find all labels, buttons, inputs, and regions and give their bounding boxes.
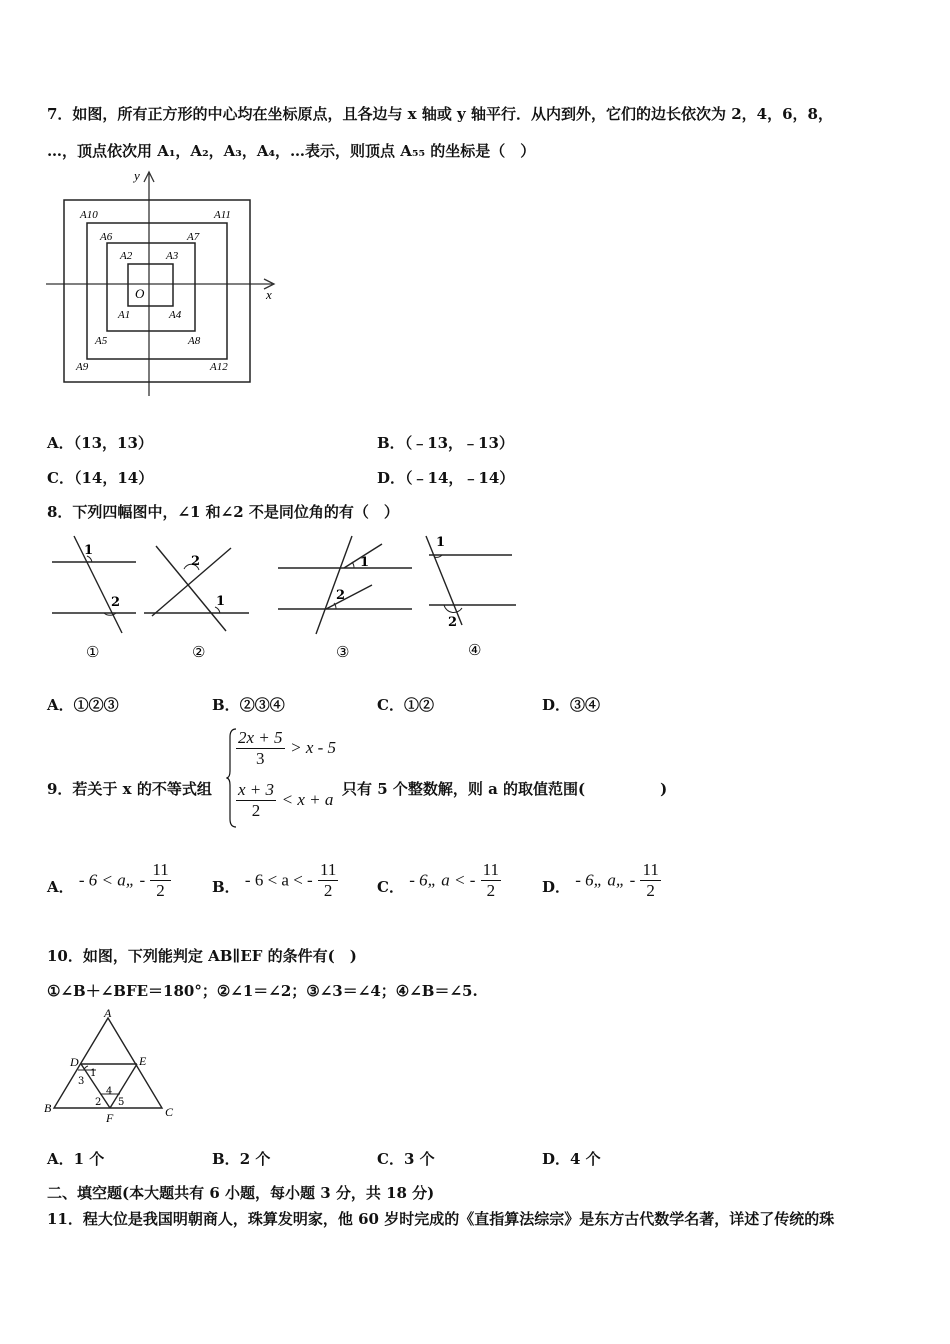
q8-fig4-angle1: 1 [436,535,446,550]
q9-option-a[interactable]: A． - 6 < a„ - $\frac{11}{2}$ [47,860,169,900]
q8-fig3-angle2: 2 [336,588,346,603]
q7-label-a3: A3 [166,250,179,262]
q10-angle-3: 3 [78,1076,85,1087]
q8-fig4-angle2: 2 [448,615,458,630]
q7-x-axis-label: x [266,287,272,302]
q10-option-b[interactable]: B．2 个 [212,1150,271,1168]
q7-option-d[interactable]: D．（﹣14，﹣14） [377,469,515,487]
q8-fig4-label: ④ [468,641,482,659]
q8-fig2-angle2: 2 [191,554,201,569]
q7-origin-label: O [135,286,145,301]
q10-option-d[interactable]: D．4 个 [542,1150,601,1168]
q11-stem: 11．程大位是我国明朝商人，珠算发明家，他 60 岁时完成的《直指算法综宗》是东方古代数学名著，详述了传统的珠 [47,1210,835,1228]
q7-label-a11: A11 [214,209,231,221]
q8-fig1-angle1: 1 [84,543,94,558]
q9-inequality-2: $\frac{x + 3}{2}$ < x + a [238,780,334,820]
q7-label-a10: A10 [80,209,98,221]
q10-label-b: B [44,1101,52,1115]
q8-fig3-angle1: 1 [360,555,370,570]
q8-fig3-label: ③ [336,643,350,661]
q7-option-a[interactable]: A．（13，13） [47,434,153,452]
q7-label-a12: A12 [210,361,228,373]
q7-stem-line1: 7．如图，所有正方形的中心均在坐标原点，且各边与 x 轴或 y 轴平行．从内到外，它们的边长依次为 2，4，6，8， [47,105,833,123]
q10-angle-2: 2 [95,1097,102,1108]
q8-stem: 8．下列四幅图中，∠1 和∠2 不是同位角的有（ ） [47,503,399,521]
q7-y-axis-label: y [134,168,140,183]
q7-label-a5: A5 [95,335,108,347]
q8-option-b[interactable]: B．②③④ [212,696,285,714]
q9-option-d[interactable]: D． - 6„ a„ - $\frac{11}{2}$ [542,860,659,900]
q10-triangle-figure [40,1006,190,1126]
q8-fig2-angle1: 1 [216,594,226,609]
q10-label-e: E [139,1054,147,1068]
q9-stem-post: 只有 5 个整数解，则 a 的取值范围( ) [342,780,668,798]
q9-option-b[interactable]: B． - 6 < a < - $\frac{11}{2}$ [212,860,337,900]
q10-option-a[interactable]: A．1 个 [47,1150,105,1168]
q7-label-a8: A8 [188,335,201,347]
q9-inequality-1: $\frac{2x + 5}{3}$ > x - 5 [238,728,337,768]
q8-figures [44,530,524,665]
q9-option-c[interactable]: C． - 6„ a < - $\frac{11}{2}$ [377,860,500,900]
q9-stem-pre: 9．若关于 x 的不等式组 [47,780,212,798]
q10-angle-1: 1 [90,1068,97,1079]
q7-stem-line2: …，顶点依次用 A₁，A₂，A₃，A₄，…表示，则顶点 A₅₅ 的坐标是（ ） [47,142,536,160]
q7-label-a1: A1 [118,309,131,321]
q7-square-coordinate-figure [42,168,282,400]
q7-label-a4: A4 [169,309,182,321]
q10-angle-4: 4 [106,1086,113,1097]
section2-heading: 二、填空题(本大题共有 6 小题，每小题 3 分，共 18 分) [47,1184,435,1202]
q10-label-a: A [104,1006,112,1020]
q10-label-f: F [106,1111,114,1125]
q10-label-c: C [165,1105,174,1119]
q8-option-a[interactable]: A．①②③ [47,696,119,714]
q10-stem: 10．如图，下列能判定 AB∥EF 的条件有( ) [47,947,357,965]
q10-conditions: ①∠B＋∠BFE＝180°；②∠1＝∠2；③∠3＝∠4；④∠B＝∠5. [47,982,478,1000]
q7-option-c[interactable]: C．（14，14） [47,469,154,487]
q7-option-b[interactable]: B．（﹣13，﹣13） [377,434,514,452]
q8-option-c[interactable]: C．①② [377,696,434,714]
q10-option-c[interactable]: C．3 个 [377,1150,435,1168]
q10-label-d: D [70,1055,79,1069]
q7-label-a6: A6 [100,231,113,243]
q8-fig1-angle2: 2 [111,595,121,610]
q8-fig1-label: ① [86,643,100,661]
q7-label-a9: A9 [76,361,89,373]
q7-label-a7: A7 [187,231,200,243]
q10-angle-5: 5 [118,1097,125,1108]
q7-label-a2: A2 [120,250,133,262]
q8-fig2-label: ② [192,643,206,661]
q8-option-d[interactable]: D．③④ [542,696,601,714]
